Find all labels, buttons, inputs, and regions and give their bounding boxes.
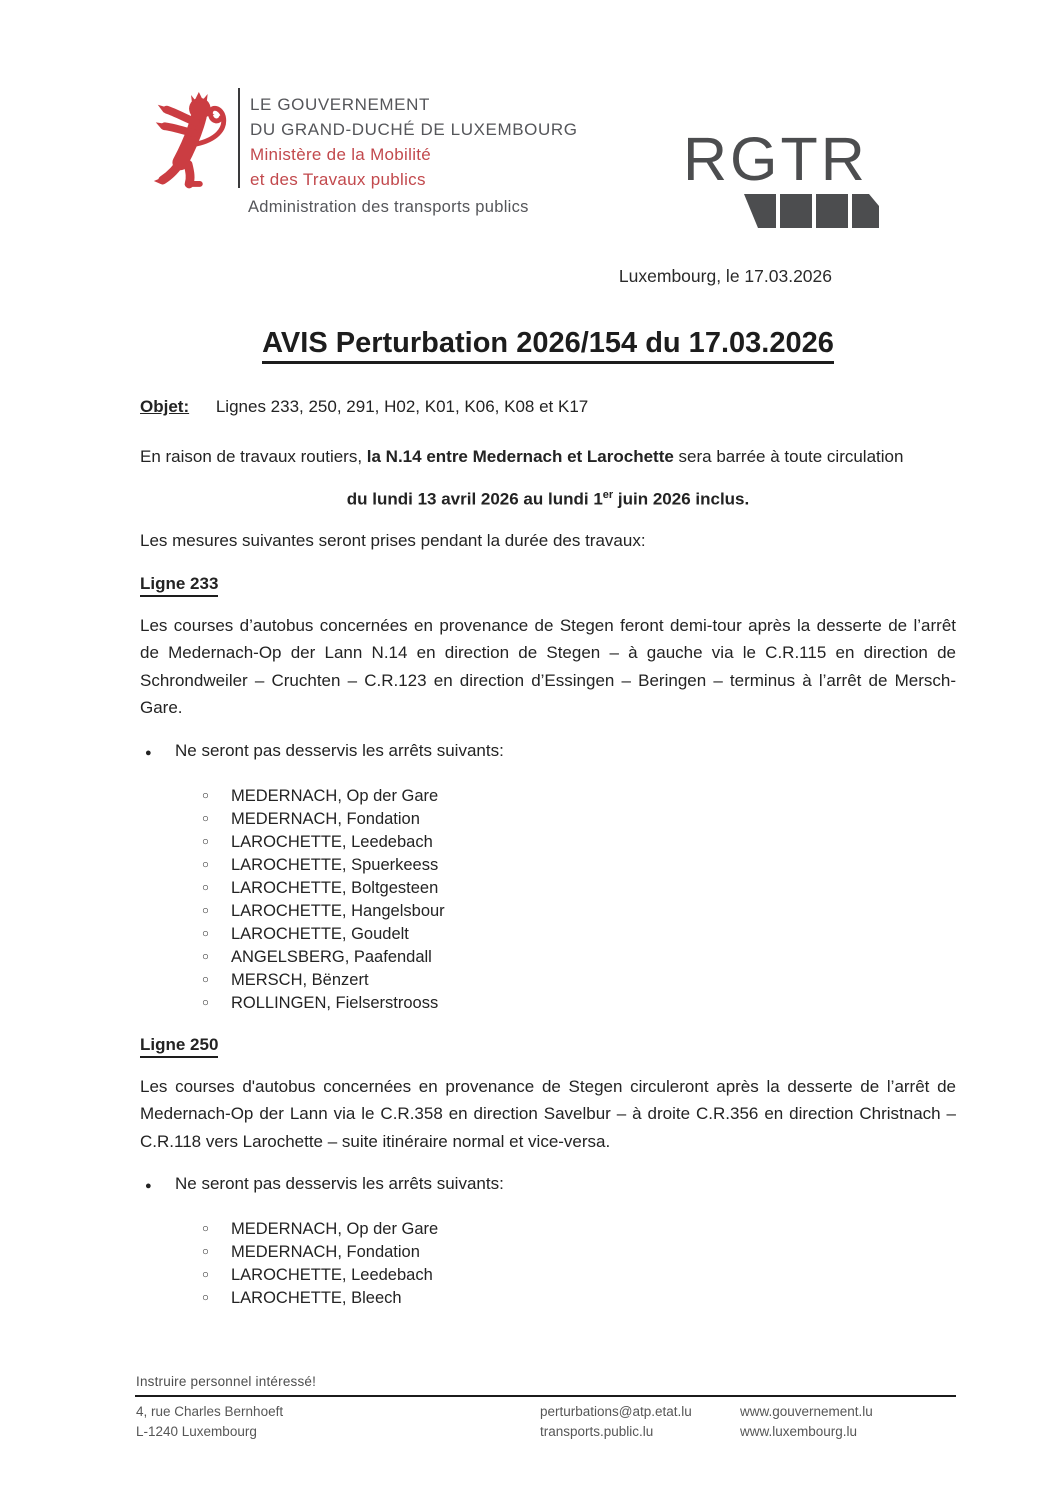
government-logo xyxy=(148,86,578,192)
stop-item: ○ MERSCH, Bënzert xyxy=(140,969,956,992)
objet-label: Objet: xyxy=(140,397,190,416)
footer-contact: perturbations@atp.etat.lu transports.public.lu xyxy=(540,1404,692,1439)
administration-label: Administration des transports publics xyxy=(248,198,529,216)
stop-item: ○ LAROCHETTE, Leedebach xyxy=(140,1264,956,1287)
circle-bullet-icon: ○ xyxy=(202,1269,209,1282)
intro-paragraph: En raison de travaux routiers, la N.14 entre Medernach et Larochette sera barrée à toute circulation xyxy=(140,447,904,466)
footer-note: Instruire personnel intéressé! xyxy=(136,1374,317,1389)
circle-bullet-icon: ○ xyxy=(202,973,209,986)
government-name-line2: DU GRAND-DUCHÉ DE LUXEMBOURG xyxy=(250,120,578,139)
circle-bullet-icon: ○ xyxy=(202,904,209,917)
footer-rule xyxy=(135,1395,956,1397)
section-heading-ligne-250: Ligne 250 xyxy=(140,1035,956,1058)
ligne-250-bullet: ● Ne seront pas desservis les arrêts suivants: xyxy=(140,1174,956,1198)
stop-item: ○ ANGELSBERG, Paafendall xyxy=(140,946,956,969)
stop-item: ○ LAROCHETTE, Goudelt xyxy=(140,923,956,946)
stop-item: ○ LAROCHETTE, Spuerkeess xyxy=(140,854,956,877)
intro-bold-road: la N.14 entre Medernach et Larochette xyxy=(366,447,674,466)
bullet-dot-icon: ● xyxy=(145,746,152,759)
logo-divider xyxy=(238,88,240,188)
ligne-233-paragraph: Les courses d’autobus concernées en provenance de Stegen feront demi-tour après la desserte de l’arrêt de Medernach-Op der Lann N.14 en direction de Stegen – à gauche via le C.R.115 en direction de Schrondweiler – Cruchten – C.R.123 en direction d’Essingen – Beringen – terminus à l’arrêt de Mersch-Gare. xyxy=(140,615,956,718)
government-name-line1: LE GOUVERNEMENT xyxy=(250,95,430,114)
stop-item: ○ MEDERNACH, Op der Gare xyxy=(140,1218,956,1241)
circle-bullet-icon: ○ xyxy=(202,950,209,963)
objet-row xyxy=(140,397,956,417)
stop-item: ○ MEDERNACH, Fondation xyxy=(140,1241,956,1264)
stop-item: ○ MEDERNACH, Fondation xyxy=(140,808,956,831)
ministry-line2: et des Travaux publics xyxy=(250,170,426,189)
footer-address: 4, rue Charles Bernhoeft L-1240 Luxembourg xyxy=(136,1404,284,1439)
objet-value: Lignes 233, 250, 291, H02, K01, K06, K08 et K17 xyxy=(215,397,589,416)
ligne-250-paragraph: Les courses d'autobus concernées en provenance de Stegen circuleront après la desserte de l’arrêt de Medernach-Op der Lann via le C.R.358 en direction Savelbur – à droite C.R.356 en direction Christnach – C.R.118 vers Larochette – suite itinéraire normal et vice-versa. xyxy=(140,1076,956,1151)
section-heading-ligne-233: Ligne 233 xyxy=(140,574,956,597)
circle-bullet-icon: ○ xyxy=(202,881,209,894)
measures-intro: Les mesures suivantes seront prises pendant la durée des travaux: xyxy=(140,530,646,550)
circle-bullet-icon: ○ xyxy=(202,812,209,825)
rgtr-logo xyxy=(683,125,881,235)
stop-item: ○ LAROCHETTE, Bleech xyxy=(140,1287,956,1310)
rgtr-wordmark: RGTR xyxy=(683,125,868,193)
ligne-233-bullet: ● Ne seront pas desservis les arrêts suivants: xyxy=(140,741,956,765)
rgtr-bus-icon xyxy=(729,194,881,235)
footer-websites: www.gouvernement.lu www.luxembourg.lu xyxy=(740,1404,873,1439)
circle-bullet-icon: ○ xyxy=(202,927,209,940)
circle-bullet-icon: ○ xyxy=(202,858,209,871)
ligne-250-stops-list xyxy=(140,1218,956,1310)
stop-item: ○ LAROCHETTE, Hangelsbour xyxy=(140,900,956,923)
ligne-233-stops-list xyxy=(140,785,956,1015)
circle-bullet-icon: ○ xyxy=(202,1223,209,1236)
circle-bullet-icon: ○ xyxy=(202,1292,209,1305)
circle-bullet-icon: ○ xyxy=(202,1246,209,1259)
circle-bullet-icon: ○ xyxy=(202,835,209,848)
circle-bullet-icon: ○ xyxy=(202,996,209,1009)
circle-bullet-icon: ○ xyxy=(202,789,209,802)
stop-item: ○ LAROCHETTE, Leedebach xyxy=(140,831,956,854)
document-title: AVIS Perturbation 2026/154 du 17.03.2026 xyxy=(140,327,956,364)
bullet-dot-icon: ● xyxy=(145,1180,152,1193)
stop-item: ○ ROLLINGEN, Fielserstrooss xyxy=(140,992,956,1015)
stop-item: ○ MEDERNACH, Op der Gare xyxy=(140,785,956,808)
ministry-line1: Ministère de la Mobilité xyxy=(250,145,432,164)
closure-period: du lundi 13 avril 2026 au lundi 1er juin 2026 inclus. xyxy=(346,489,750,509)
dateline: Luxembourg, le 17.03.2026 xyxy=(618,266,832,286)
stop-item: ○ LAROCHETTE, Boltgesteen xyxy=(140,877,956,900)
luxembourg-lion-icon xyxy=(148,86,236,190)
